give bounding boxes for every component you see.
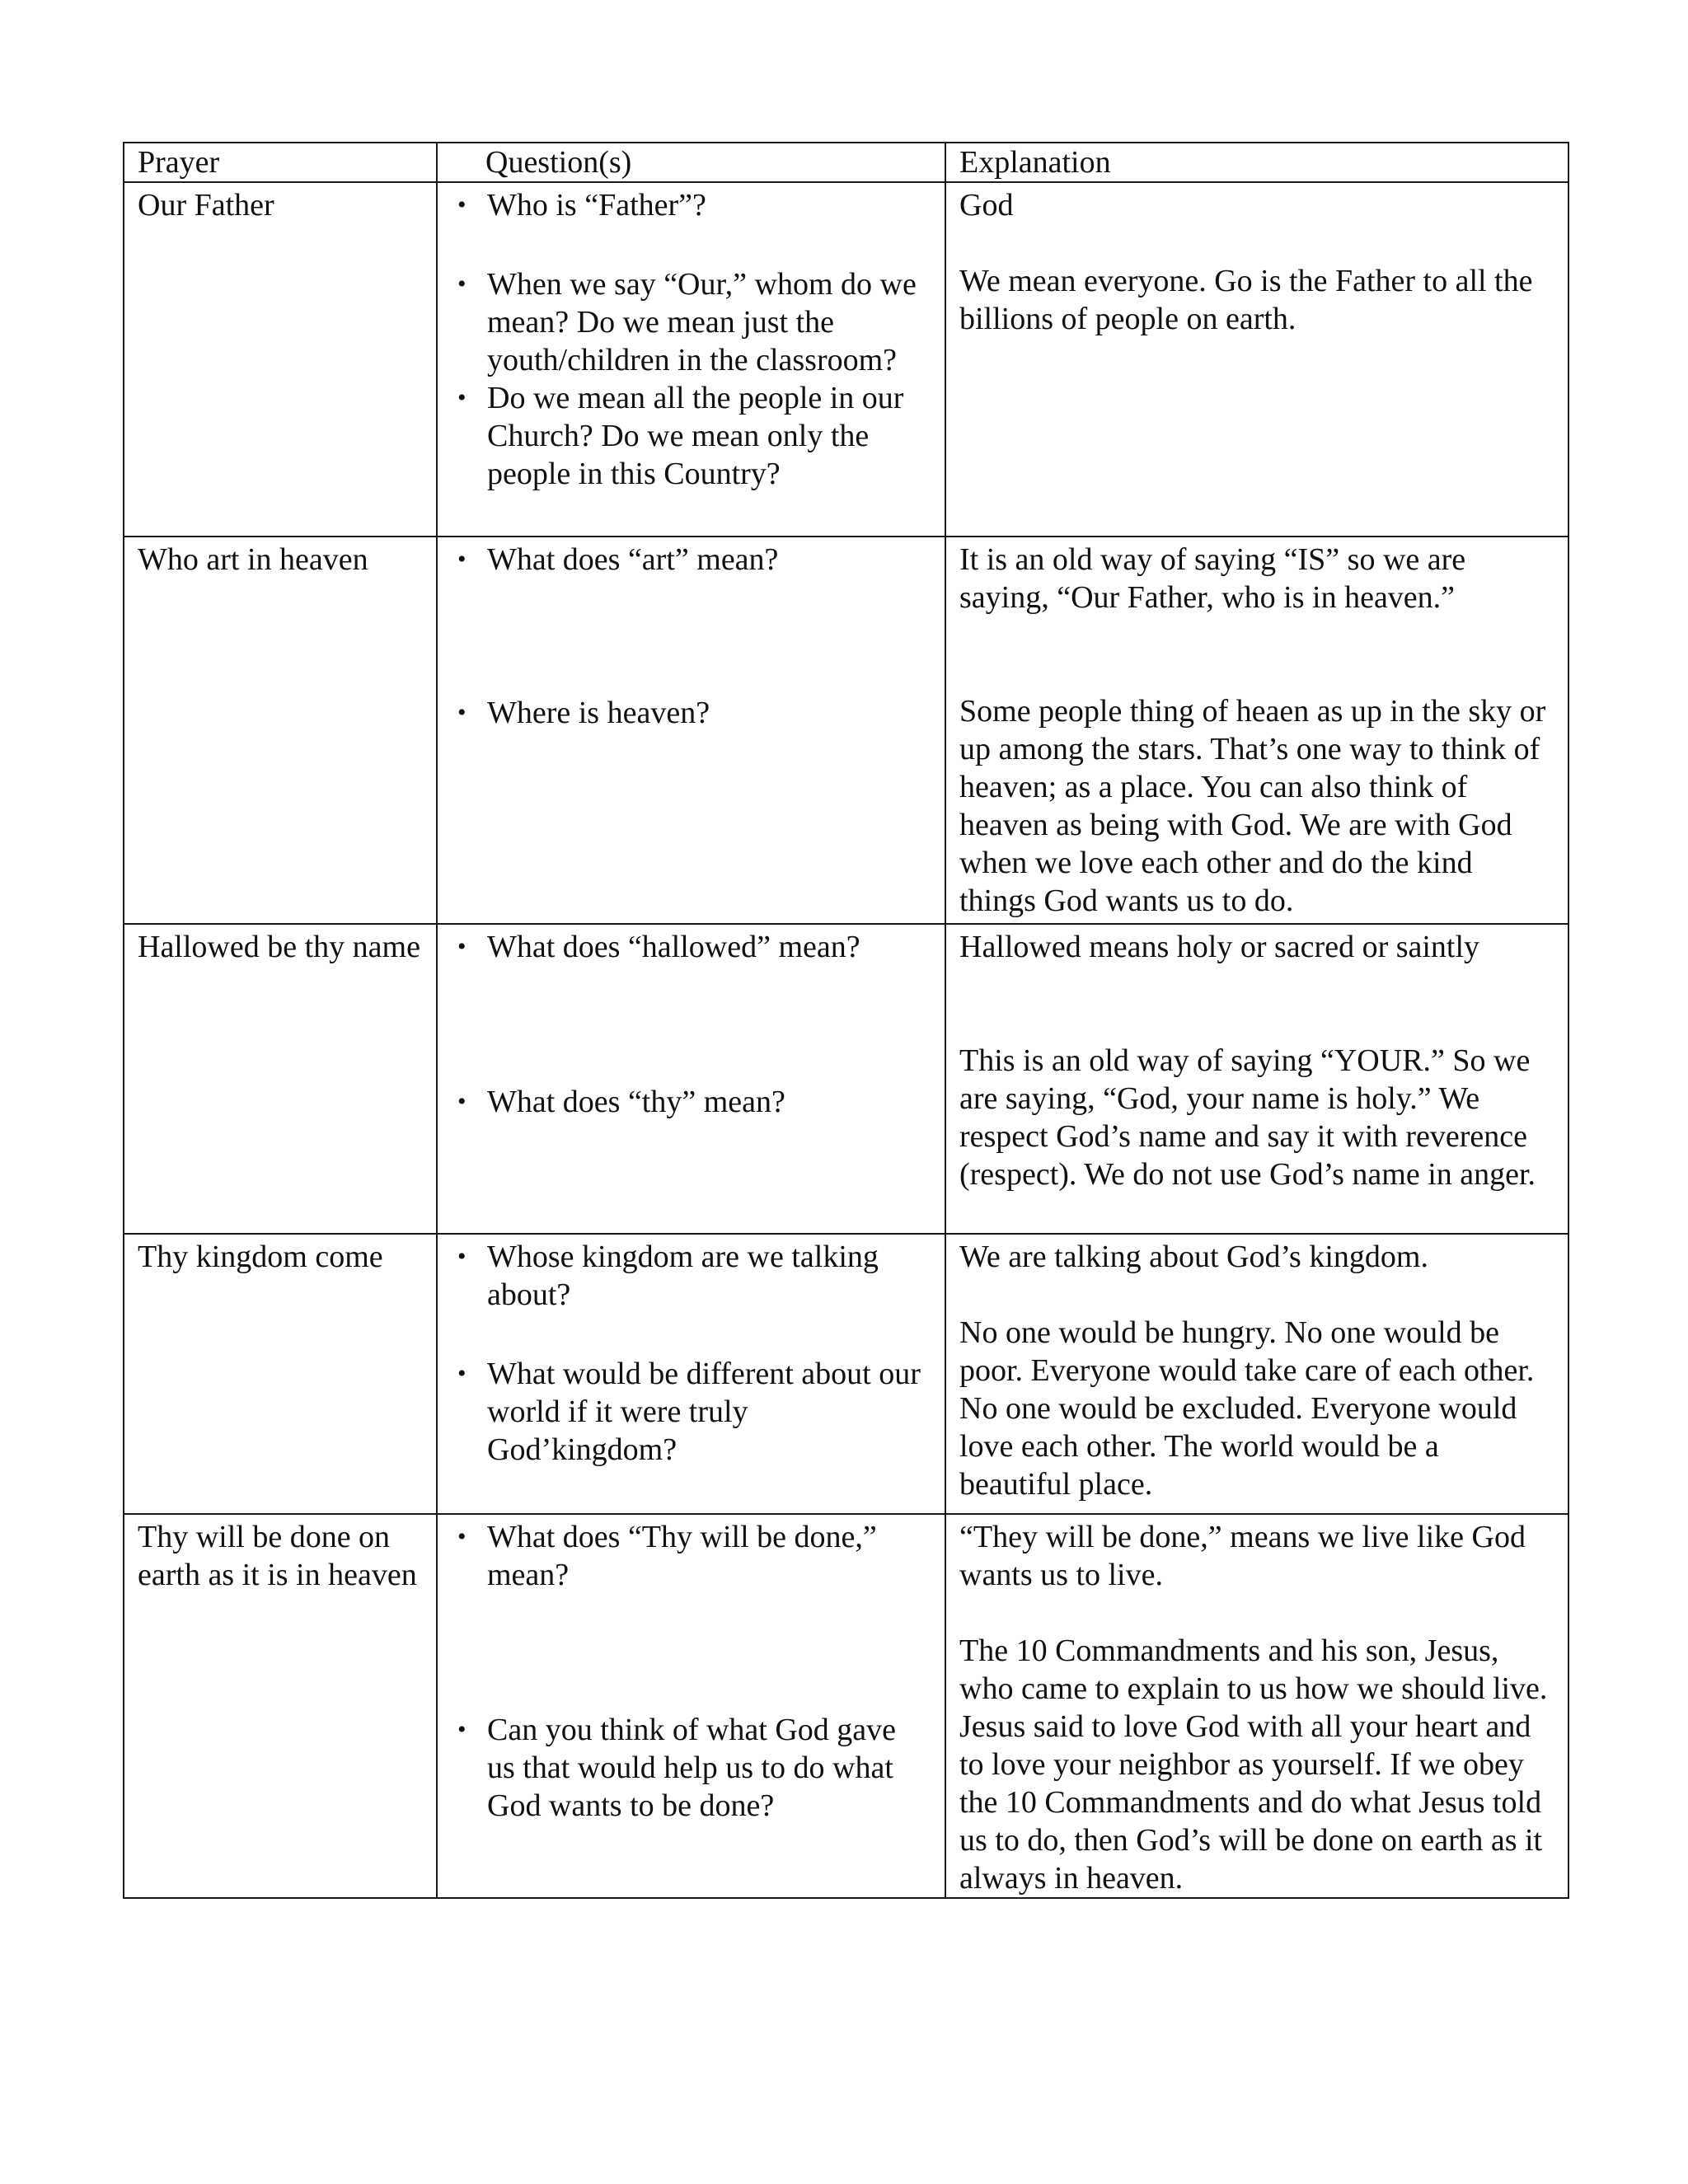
- question-item: • What does “thy” mean?: [457, 1085, 785, 1119]
- explanation-text: Some people thing of heaen as up in the sky or up among the stars. That’s one way to think of heaven; as a place. You can also think of heaven as being with God. We are with God when we love each other and do the kind things God wants us to do.: [959, 694, 1546, 918]
- header-prayer: Prayer: [124, 143, 437, 182]
- table-header-row: [124, 143, 1568, 182]
- explanation-text: Hallowed means holy or sacred or saintly: [959, 930, 1480, 964]
- table-row: [124, 182, 1568, 537]
- questions-cell: [437, 1514, 945, 1898]
- explanation-text: We are talking about God’s kingdom.: [959, 1240, 1428, 1274]
- explanation-cell: [945, 1514, 1568, 1898]
- question-item: • Whose kingdom are we talking about?: [457, 1240, 879, 1312]
- question-item: • Do we mean all the people in our Church? Do we mean only the people in this Country?: [457, 381, 904, 491]
- bullet-icon: •: [457, 191, 467, 218]
- table-row: [124, 924, 1568, 1234]
- bullet-icon: •: [457, 699, 467, 726]
- question-item: • Where is heaven?: [457, 696, 710, 730]
- table-row: [124, 1514, 1568, 1898]
- bullet-icon: •: [457, 546, 467, 573]
- bullet-icon: •: [457, 1088, 467, 1115]
- question-item: • What does “hallowed” mean?: [457, 930, 860, 964]
- bullet-icon: •: [457, 933, 467, 960]
- bullet-icon: •: [457, 1716, 467, 1743]
- explanation-cell: [945, 537, 1568, 924]
- bullet-icon: •: [457, 384, 467, 411]
- questions-cell: [437, 924, 945, 1234]
- explanation-text: God: [959, 188, 1014, 223]
- question-item: • What does “Thy will be done,” mean?: [457, 1520, 877, 1592]
- prayer-cell: Thy kingdom come: [124, 1234, 437, 1514]
- explanation-cell: [945, 924, 1568, 1234]
- header-questions: Question(s): [437, 143, 945, 182]
- bullet-icon: •: [457, 1523, 467, 1550]
- question-item: • Can you think of what God gave us that would help us to do what God wants to be done?: [457, 1713, 897, 1823]
- bullet-icon: •: [457, 1360, 467, 1387]
- prayer-cell: Who art in heaven: [124, 537, 437, 924]
- explanation-cell: [945, 1234, 1568, 1514]
- explanation-text: We mean everyone. Go is the Father to all the billions of people on earth.: [959, 264, 1533, 336]
- prayer-explanation-table: [123, 142, 1569, 1899]
- question-item: • What does “art” mean?: [457, 542, 779, 577]
- prayer-cell: Thy will be done on earth as it is in heaven: [124, 1514, 437, 1898]
- header-explanation: Explanation: [945, 143, 1568, 182]
- question-item: • When we say “Our,” whom do we mean? Do we mean just the youth/children in the classroom?: [457, 267, 917, 377]
- table-row: [124, 537, 1568, 924]
- table-row: [124, 1234, 1568, 1514]
- questions-cell: [437, 537, 945, 924]
- question-item: • What would be different about our world if it were truly God’kingdom?: [457, 1357, 921, 1467]
- explanation-text: It is an old way of saying “IS” so we are saying, “Our Father, who is in heaven.”: [959, 542, 1466, 615]
- explanation-text: This is an old way of saying “YOUR.” So we are saying, “God, your name is holy.” We respect God’s name and say it with reverence (respect). We do not use God’s name in anger.: [959, 1043, 1536, 1192]
- question-item: • Who is “Father”?: [457, 188, 706, 223]
- prayer-cell: Our Father: [124, 182, 437, 537]
- bullet-icon: •: [457, 1243, 467, 1270]
- questions-cell: [437, 182, 945, 537]
- explanation-cell: [945, 182, 1568, 537]
- bullet-icon: •: [457, 270, 467, 298]
- prayer-cell: Hallowed be thy name: [124, 924, 437, 1234]
- explanation-text: The 10 Commandments and his son, Jesus, who came to explain to us how we should live. Jesus said to love God with all your heart and to love your neighbor as yourself. If we obey the 10 Commandments and do what Jesus told us to do, then God’s will be done on earth as it always in heaven.: [959, 1633, 1548, 1896]
- explanation-text: “They will be done,” means we live like God wants us to live.: [959, 1520, 1526, 1592]
- explanation-text: No one would be hungry. No one would be poor. Everyone would take care of each other. No one would be excluded. Everyone would love each other. The world would be a beautiful place.: [959, 1315, 1535, 1502]
- questions-cell: [437, 1234, 945, 1514]
